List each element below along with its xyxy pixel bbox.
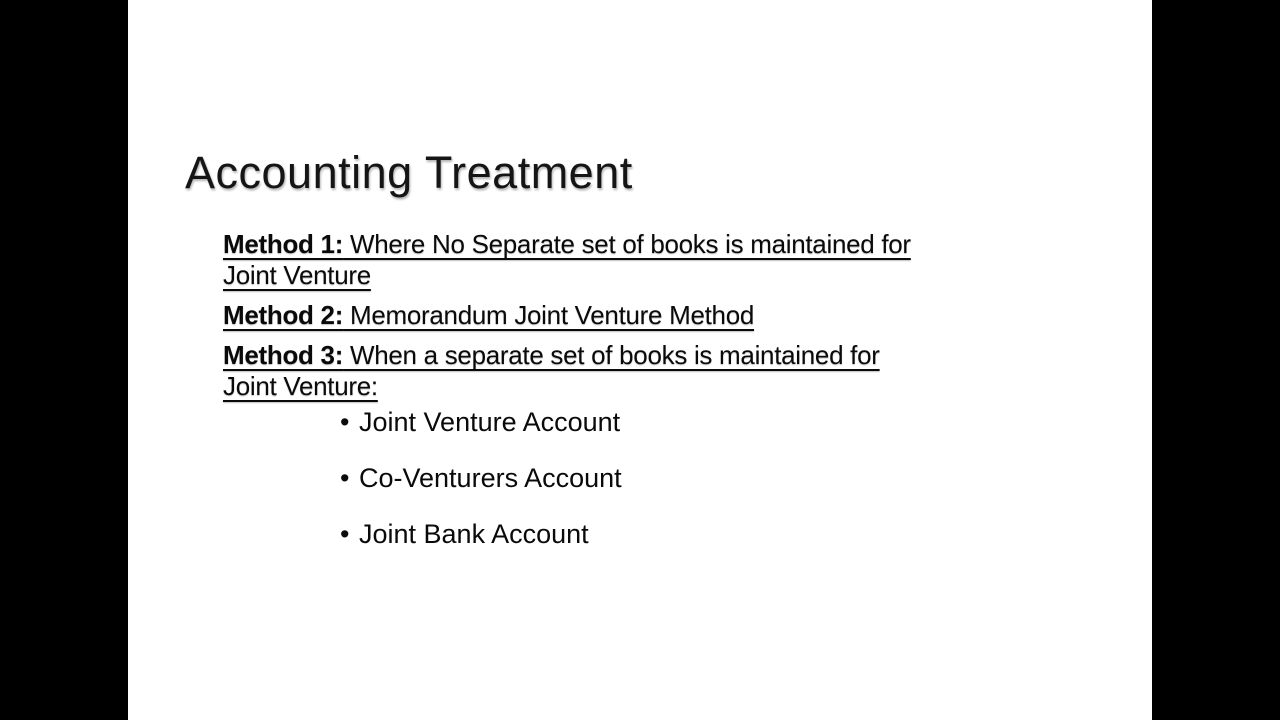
method-3-line-2: Joint Venture: bbox=[223, 371, 378, 401]
method-2-label: Method 2: bbox=[223, 300, 344, 330]
bullet-icon: • bbox=[340, 463, 350, 493]
slide-title: Accounting Treatment bbox=[185, 147, 633, 198]
bullet-item-joint-bank-account bbox=[340, 519, 622, 550]
method-1-label: Method 1: bbox=[223, 229, 344, 259]
bullet-text: Co-Venturers Account bbox=[359, 463, 622, 493]
methods-list bbox=[223, 229, 1123, 411]
method-item-2 bbox=[223, 300, 1123, 331]
method-3-line-1 bbox=[223, 340, 1123, 371]
method-1-text: Where No Separate set of books is maintained for bbox=[343, 229, 911, 259]
bullet-text: Joint Bank Account bbox=[359, 519, 589, 549]
method-item-3 bbox=[223, 340, 1123, 402]
bullet-list bbox=[340, 407, 622, 575]
bullet-icon: • bbox=[340, 519, 350, 549]
method-2-line-1 bbox=[223, 300, 1123, 331]
bullet-text: Joint Venture Account bbox=[359, 407, 621, 437]
letterbox-left bbox=[0, 0, 128, 720]
method-1-line-2: Joint Venture bbox=[223, 260, 371, 290]
method-3-text: When a separate set of books is maintained for bbox=[343, 340, 880, 370]
bullet-item-co-venturers-account bbox=[340, 463, 622, 494]
presentation-slide bbox=[128, 0, 1152, 720]
method-3-label: Method 3: bbox=[223, 340, 344, 370]
letterbox-right bbox=[1152, 0, 1280, 720]
bullet-item-joint-venture-account bbox=[340, 407, 622, 438]
method-1-line-1 bbox=[223, 229, 1123, 260]
method-2-text: Memorandum Joint Venture Method bbox=[343, 300, 755, 330]
method-item-1 bbox=[223, 229, 1123, 291]
bullet-icon: • bbox=[340, 407, 350, 437]
